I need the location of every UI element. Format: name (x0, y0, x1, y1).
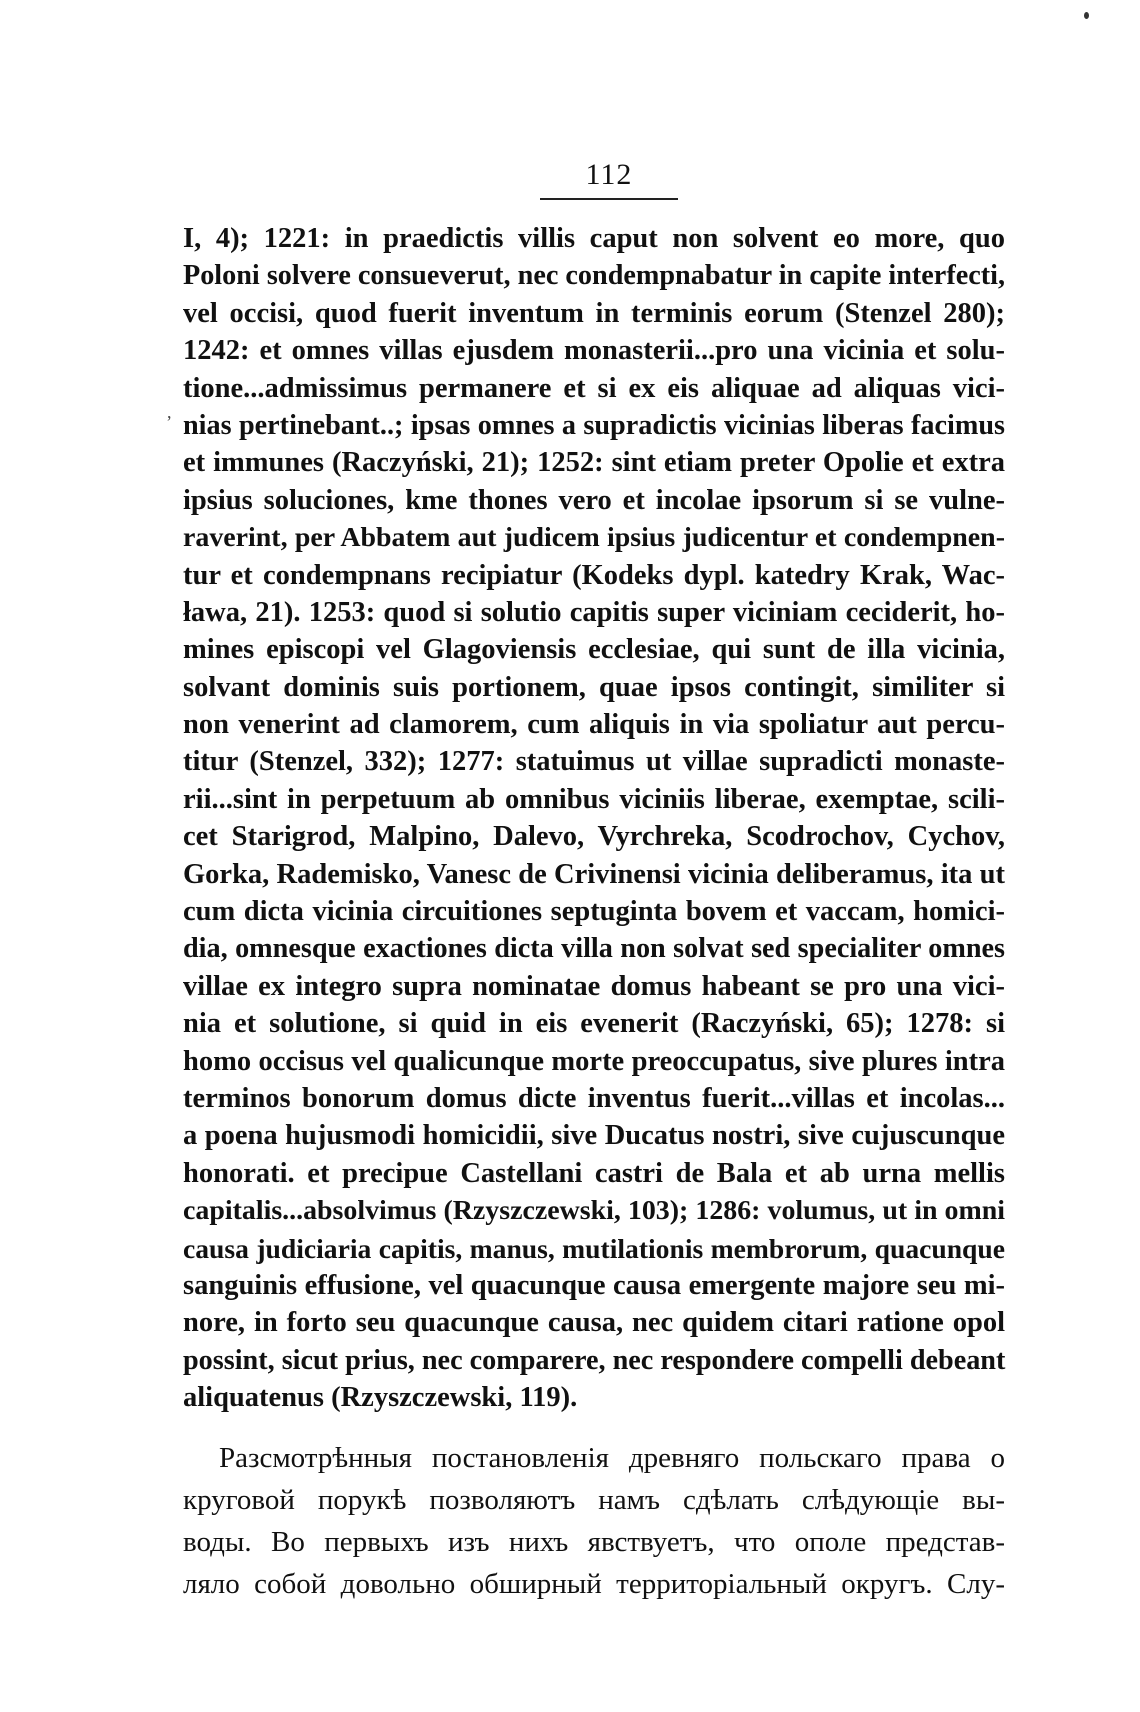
text-line-last: aliquatenus (Rzyszczewski, 119). (183, 1382, 578, 1414)
text-line: causa judiciaria capitis, manus, mutilationis membrorum, quacunque (183, 1232, 1005, 1264)
text-line: dia, omnesque exactiones dicta villa non solvat sed specialiter omnes (183, 933, 1005, 965)
text-line: titur (Stenzel, 332); 1277: statuimus ut villae supradicti monaste- (183, 746, 1005, 778)
text-line: villae ex integro supra nominatae domus habeant se pro una vici- (183, 970, 1005, 1002)
text-line: nore, in forto seu quacunque causa, nec quidem citari ratione opol (183, 1307, 1005, 1339)
text-line: cet Starigrod, Malpino, Dalevo, Vyrchreka, Scodrochov, Cychov, (183, 821, 1005, 853)
text-line: воды. Во первыхъ изъ нихъ явствуетъ, что ополе представ- (183, 1526, 1005, 1558)
text-line: nia et solutione, si quid in eis evenerit (Raczyński, 65); 1278: si (183, 1008, 1005, 1040)
text-line: tione...admissimus permanere et si ex eis aliquae ad aliquas vici- (183, 372, 1005, 404)
latin-citation-paragraph (183, 220, 1005, 1417)
text-line: nias pertinebant..; ipsas omnes a supradictis vicinias liberas facimus (183, 409, 1005, 441)
text-line: ipsius soluciones, kme thones vero et incolae ipsorum si se vulne- (183, 484, 1005, 516)
text-line: capitalis...absolvimus (Rzyszczewski, 103); 1286: volumus, ut in omni (183, 1195, 1005, 1227)
text-line: non venerint ad clamorem, cum aliquis in via spoliatur aut percu- (183, 709, 1005, 741)
text-line: sanguinis effusione, vel quacunque causa emergente majore seu mi- (183, 1269, 1005, 1301)
header-rule (540, 198, 678, 200)
text-line: ляло собой довольно обширный территоріальный округъ. Слу- (183, 1568, 1005, 1600)
text-line: ława, 21). 1253: quod si solutio capitis super viciniam ceciderit, ho- (183, 596, 1005, 628)
text-line: honorati. et precipue Castellani castri de Bala et ab urna mellis (183, 1157, 1005, 1189)
russian-paragraph (183, 1437, 1005, 1605)
text-line: homo occisus vel qualicunque morte preoccupatus, sive plures intra (183, 1045, 1005, 1077)
text-line: solvant dominis suis portionem, quae ipsos contingit, similiter si (183, 671, 1005, 703)
text-line: tur et condempnans recipiatur (Kodeks dypl. katedry Krak, Wac- (183, 559, 1005, 591)
margin-mark: , (167, 402, 172, 422)
text-line: Poloni solvere consueverut, nec condempnabatur in capite interfecti, (183, 260, 1005, 292)
text-line: круговой порукѣ позволяютъ намъ сдѣлать слѣдующіе вы- (183, 1484, 1005, 1516)
text-line: a poena hujusmodi homicidii, sive Ducatus nostri, sive cujuscunque (183, 1120, 1005, 1152)
text-line: Gorka, Rademisko, Vanesc de Crivinensi vicinia deliberamus, ita ut (183, 858, 1005, 890)
text-line: et immunes (Raczyński, 21); 1252: sint etiam preter Opolie et extra (183, 447, 1005, 479)
text-line: I, 4); 1221: in praedictis villis caput non solvent eo more, quo (183, 223, 1005, 254)
text-line: terminos bonorum domus dicte inventus fuerit...villas et incolas... (183, 1082, 1005, 1114)
text-line: rii...sint in perpetuum ab omnibus viciniis liberae, exemptae, scili- (183, 783, 1005, 815)
text-line: possint, sicut prius, nec comparere, nec respondere compelli debeant (183, 1344, 1006, 1376)
page-number: 112 (585, 158, 633, 191)
text-line: vel occisi, quod fuerit inventum in terminis eorum (Stenzel 280); (183, 297, 1005, 329)
text-line-first: Разсмотрѣнныя постановленія древняго польскаго права о (219, 1442, 1005, 1474)
text-line: 1242: et omnes villas ejusdem monasterii...pro una vicinia et solu- (183, 335, 1005, 367)
text-line: raverint, per Abbatem aut judicem ipsius judicentur et condempnen- (183, 522, 1005, 554)
text-line: mines episcopi vel Glagoviensis ecclesiae, qui sunt de illa vicinia, (183, 634, 1005, 666)
text-line: cum dicta vicinia circuitiones septuginta bovem et vaccam, homici- (183, 896, 1005, 928)
ink-speck (1084, 12, 1089, 19)
